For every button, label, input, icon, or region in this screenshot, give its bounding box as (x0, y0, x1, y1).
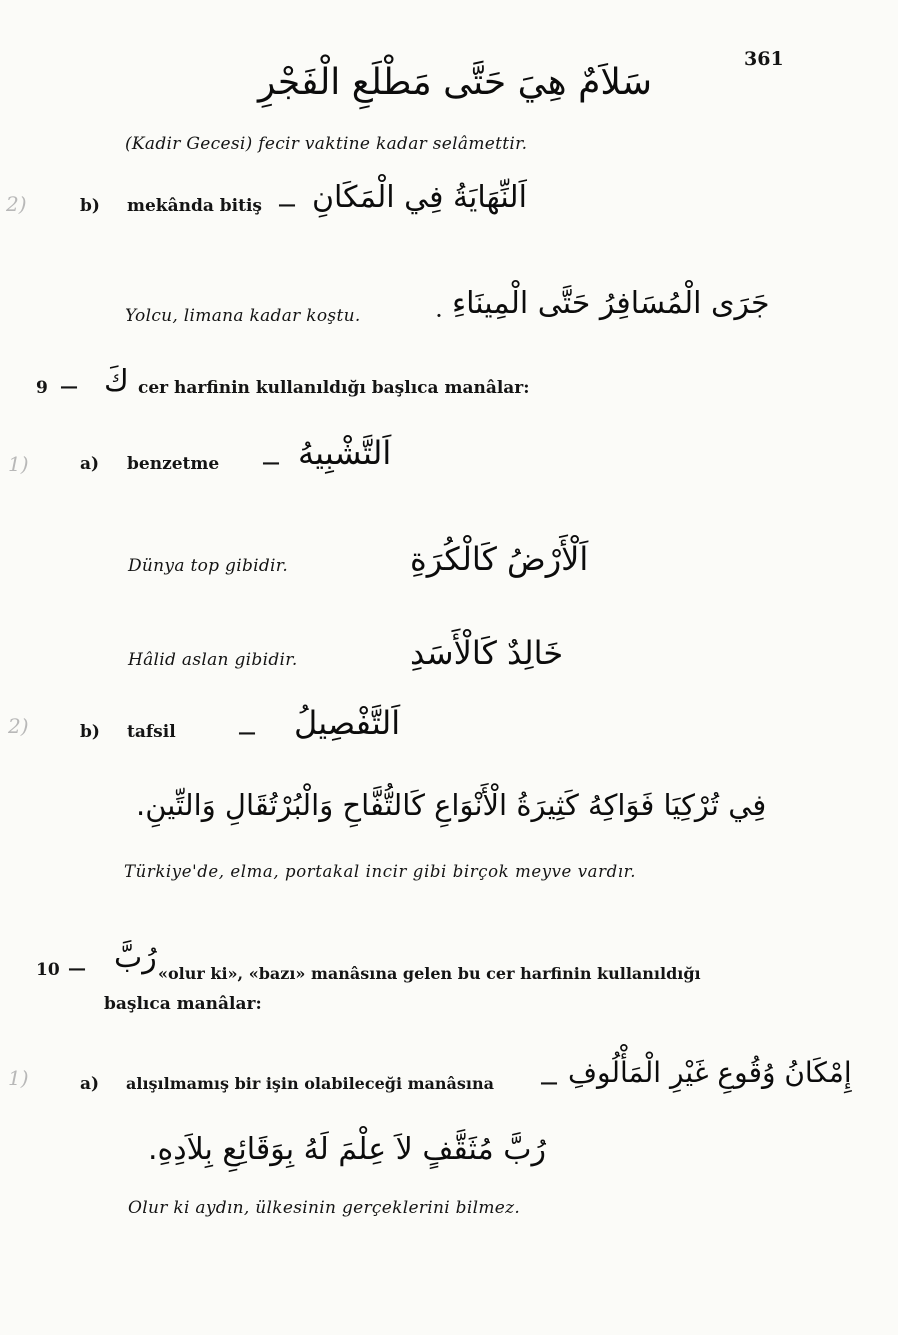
section9-arabic-letter: كَ (104, 364, 129, 399)
margin-mark-1: 2) (6, 192, 27, 216)
section10-a-sentence-ar: رُبَّ مُثَقَّفٍ لاَ عِلْمَ لَهُ بِوَقَائِعِ بِلاَدِهِ. (148, 1132, 546, 1167)
section10-dash: — (68, 958, 86, 979)
section9-a-ex1-tr: Dünya top gibidir. (128, 556, 289, 576)
example-traveler-tr: Yolcu, limana kadar koştu. (125, 306, 361, 326)
section9-b-arabic: اَلتَّفْصِيلُ (294, 704, 401, 742)
section10-a-sentence-tr: Olur ki aydın, ülkesinin gerçeklerini bilmez. (128, 1198, 521, 1218)
section10-a-arabic: إِمْكَانُ وُقُوعِ غَيْرِ الْمَأْلُوفِ (568, 1056, 852, 1089)
page-number: 361 (744, 48, 784, 70)
margin-mark-4: 1) (8, 1066, 29, 1090)
section9-a-ex2-tr: Hâlid aslan gibidir. (128, 650, 298, 670)
section9-title: cer harfinin kullanıldığı başlıca manâlar: (138, 378, 530, 398)
example-traveler-dot: . (436, 302, 442, 322)
section9-a-ex2-ar: خَالِدٌ كَالْأَسَدِ (410, 634, 564, 672)
margin-mark-3: 2) (8, 714, 29, 738)
section9-b-sentence-ar: فِي تُرْكِيَا فَوَاكِهُ كَثِيرَةُ الْأَنْوَاعِ كَالتُّفَّاحِ وَالْبُرْتُقَالِ وَالتِّينِ. (136, 788, 767, 822)
item-b-place-text: mekânda bitiş (127, 196, 263, 216)
section9-a-label: a) (80, 454, 100, 474)
section10-number: 10 (36, 960, 60, 980)
section9-a-dash: — (262, 452, 280, 473)
top-quote-arabic: سَلاَمٌ هِيَ حَتَّى مَطْلَعِ الْفَجْرِ (258, 62, 652, 103)
item-b-place-arabic: اَلنِّهَايَةُ فِي الْمَكَانِ (312, 180, 527, 215)
section10-a-text: alışılmamış bir işin olabileceği manâsına (126, 1074, 494, 1093)
example-traveler-ar: جَرَى الْمُسَافِرُ حَتَّى الْمِينَاءِ (452, 286, 770, 321)
top-quote-translation: (Kadir Gecesi) fecir vaktine kadar selâmettir. (125, 134, 528, 154)
section9-a-text: benzetme (127, 454, 220, 474)
item-b-place-dash: — (278, 194, 296, 215)
section9-b-text: tafsil (127, 722, 176, 742)
section9-number: 9 (36, 378, 48, 398)
item-b-place-label: b) (80, 196, 100, 216)
section9-b-sentence-tr: Türkiye'de, elma, portakal incir gibi birçok meyve vardır. (124, 862, 637, 881)
section9-a-arabic: اَلتَّشْبِيهُ (298, 434, 392, 472)
section9-dash: — (60, 376, 78, 397)
margin-mark-2: 1) (8, 452, 29, 476)
section9-b-label: b) (80, 722, 100, 742)
section9-a-ex1-ar: اَلْأَرْضُ كَالْكُرَةِ (410, 540, 589, 578)
section10-arabic-word: رُبَّ (114, 940, 157, 975)
section10-title-line1: «olur ki», «bazı» manâsına gelen bu cer harfinin kullanıldığı (158, 964, 701, 983)
section9-b-dash: — (238, 722, 256, 743)
section10-a-label: a) (80, 1074, 100, 1094)
section10-a-dash: — (540, 1072, 558, 1093)
section10-title-line2: başlıca manâlar: (104, 994, 262, 1014)
